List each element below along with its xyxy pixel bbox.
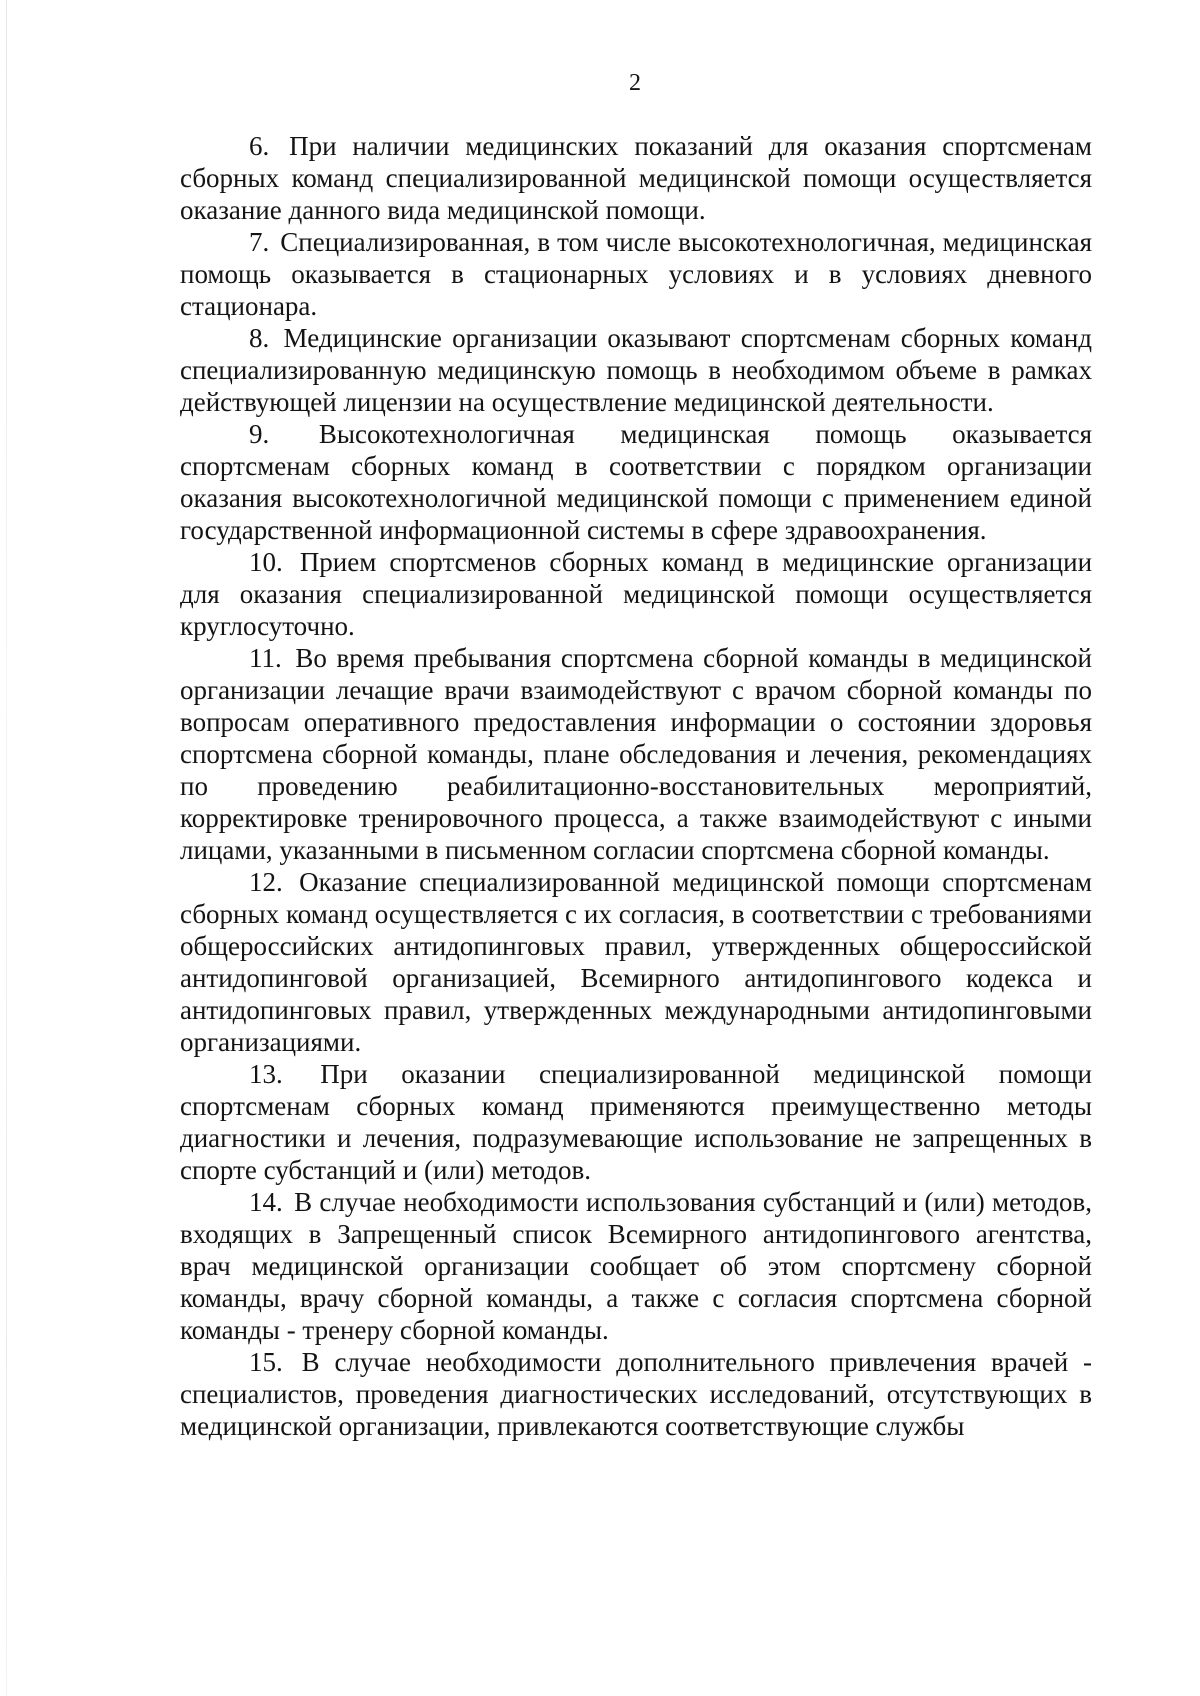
paragraph-text: Медицинские организации оказывают спортсменам сборных команд специализированную медицинскую помощь в необходимом объеме в рамках действующей лицензии на осуществление медицинской деятельности. bbox=[180, 323, 1093, 417]
paragraph-11 bbox=[180, 642, 1092, 866]
paragraph-number: 14. bbox=[249, 1187, 283, 1217]
paragraph-text: При оказании специализированной медицинской помощи спортсменам сборных команд применяются преимущественно методы диагностики и лечения, подразумевающие использование не запрещенных в спорте субстанций и (или) методов. bbox=[180, 1059, 1093, 1185]
document-body bbox=[180, 130, 1092, 1442]
paragraph-number: 12. bbox=[249, 867, 283, 897]
paragraph-text: В случае необходимости дополнительного привлечения врачей - специалистов, проведения диагностических исследований, отсутствующих в медицинской организации, привлекаются соответствующие службы bbox=[180, 1347, 1093, 1441]
paragraph-number: 9. bbox=[249, 419, 270, 449]
paragraph-text: Во время пребывания спортсмена сборной команды в медицинской организации лечащие врачи взаимодействуют с врачом сборной команды по вопросам оперативного предоставления информации о состоянии здоровья спортсмена сборной команды, плане обследования и лечения, рекомендациях по проведению реабилитационно-восстановительных мероприятий, корректировке тренировочного процесса, а также взаимодействуют с иными лицами, указанными в письменном согласии спортсмена сборной команды. bbox=[180, 643, 1093, 865]
paragraph-number: 10. bbox=[249, 547, 283, 577]
paragraph-15 bbox=[180, 1346, 1092, 1442]
paragraph-10 bbox=[180, 546, 1092, 642]
paragraph-number: 8. bbox=[249, 323, 270, 353]
paragraph-9 bbox=[180, 418, 1092, 546]
paragraph-text: Специализированная, в том числе высокотехнологичная, медицинская помощь оказывается в стационарных условиях и в условиях дневного стационара. bbox=[180, 227, 1092, 321]
paragraph-text: Высокотехнологичная медицинская помощь оказывается спортсменам сборных команд в соответствии с порядком организации оказания высокотехнологичной медицинской помощи с применением единой государственной информационной системы в сфере здравоохранения. bbox=[180, 419, 1092, 545]
paragraph-number: 11. bbox=[249, 643, 282, 673]
paragraph-8 bbox=[180, 322, 1092, 418]
paragraph-text: В случае необходимости использования субстанций и (или) методов, входящих в Запрещенный список Всемирного антидопингового агентства, врач медицинской организации сообщает об этом спортсмену сборной команды, врачу сборной команды, а также с согласия спортсмена сборной команды - тренеру сборной команды. bbox=[180, 1187, 1093, 1345]
scan-edge-line bbox=[6, 0, 7, 1696]
paragraph-14 bbox=[180, 1186, 1092, 1346]
paragraph-number: 6. bbox=[249, 131, 270, 161]
paragraph-6 bbox=[180, 130, 1092, 226]
paragraph-text: Оказание специализированной медицинской помощи спортсменам сборных команд осуществляется с их согласия, в соответствии с требованиями общероссийских антидопинговых правил, утвержденных общероссийской антидопинговой организацией, Всемирного антидопингового кодекса и антидопинговых правил, утвержденных международными антидопинговыми организациями. bbox=[180, 867, 1092, 1057]
paragraph-number: 7. bbox=[249, 227, 270, 257]
page-number: 2 bbox=[629, 70, 641, 96]
paragraph-13 bbox=[180, 1058, 1092, 1186]
paragraph-7 bbox=[180, 226, 1092, 322]
paragraph-number: 13. bbox=[249, 1059, 283, 1089]
paragraph-text: При наличии медицинских показаний для оказания спортсменам сборных команд специализированной медицинской помощи осуществляется оказание данного вида медицинской помощи. bbox=[180, 131, 1093, 225]
paragraph-12 bbox=[180, 866, 1092, 1058]
paragraph-text: Прием спортсменов сборных команд в медицинские организации для оказания специализированной медицинской помощи осуществляется круглосуточно. bbox=[180, 547, 1093, 641]
paragraph-number: 15. bbox=[249, 1347, 283, 1377]
